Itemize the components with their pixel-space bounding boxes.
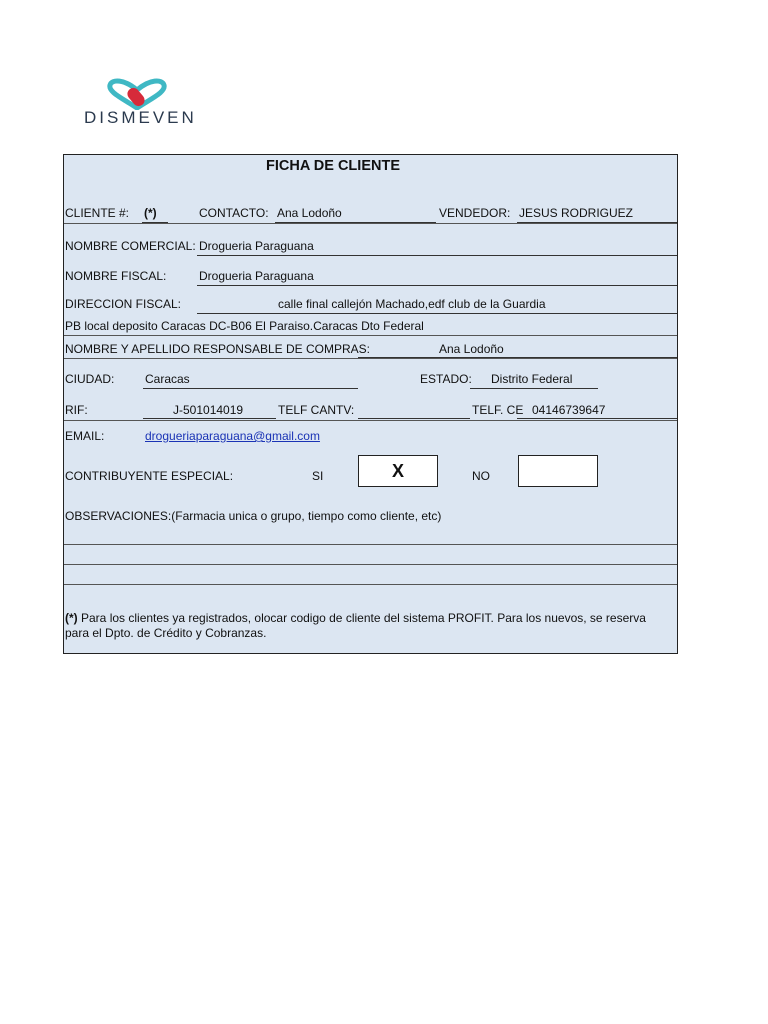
telf-cantv-label: TELF CANTV: xyxy=(278,403,355,417)
rif-field[interactable]: J-501014019 xyxy=(173,403,244,417)
observaciones-line-2 xyxy=(64,564,677,565)
rif-underline xyxy=(143,418,276,419)
si-check-mark: X xyxy=(391,461,404,481)
row-divider xyxy=(64,223,677,224)
dismeven-logo xyxy=(82,78,207,128)
contacto-label: CONTACTO: xyxy=(199,206,269,220)
telf-ce-field[interactable]: 04146739647 xyxy=(532,403,606,417)
si-label: SI xyxy=(312,469,324,483)
direccion-label: DIRECCION FISCAL: xyxy=(65,297,182,311)
logo-text: DISMEVEN xyxy=(84,108,197,127)
footnote-text: Para los clientes ya registrados, olocar codigo de cliente del sistema PROFIT. Para los nuevos, se reserva para el Dpto. de Crédito y Cobranzas. xyxy=(65,611,646,640)
nombre-comercial-field[interactable]: Drogueria Paraguana xyxy=(199,239,314,253)
vendedor-label: VENDEDOR: xyxy=(439,206,511,220)
email-label: EMAIL: xyxy=(65,429,105,443)
estado-field[interactable]: Distrito Federal xyxy=(491,372,573,386)
ciudad-field[interactable]: Caracas xyxy=(145,372,190,386)
row-divider xyxy=(64,335,677,336)
client-form xyxy=(63,154,678,654)
no-checkbox[interactable] xyxy=(518,455,598,487)
telf-ce-label: TELF. CE xyxy=(472,403,524,417)
rif-label: RIF: xyxy=(65,403,88,417)
email-link[interactable]: drogueriaparaguana@gmail.com xyxy=(145,429,320,443)
heart-pill-icon xyxy=(102,78,172,110)
cliente-field[interactable]: (*) xyxy=(144,206,157,220)
contribuyente-label: CONTRIBUYENTE ESPECIAL: xyxy=(65,469,234,483)
nombre-fiscal-field[interactable]: Drogueria Paraguana xyxy=(199,269,314,283)
contacto-field[interactable]: Ana Lodoño xyxy=(277,206,342,220)
no-label: NO xyxy=(472,469,490,483)
ciudad-underline xyxy=(143,388,358,389)
row-divider xyxy=(64,420,677,421)
estado-label: ESTADO: xyxy=(420,372,472,386)
nombre-comercial-label: NOMBRE COMERCIAL: xyxy=(65,239,196,253)
observaciones-label: OBSERVACIONES:(Farmacia unica o grupo, tiempo como cliente, etc) xyxy=(65,509,442,523)
form-title: FICHA DE CLIENTE xyxy=(266,158,400,174)
footnote xyxy=(65,611,671,640)
row-divider xyxy=(64,358,677,359)
estado-underline xyxy=(470,388,598,389)
footnote-mark: (*) xyxy=(65,611,78,625)
direccion-underline xyxy=(197,313,677,314)
telf-ce-underline xyxy=(517,418,677,419)
vendedor-field[interactable]: JESUS RODRIGUEZ xyxy=(519,206,634,220)
direccion-field-line2[interactable]: PB local deposito Caracas DC-B06 El Paraiso.Caracas Dto Federal xyxy=(65,319,424,333)
observaciones-line-1 xyxy=(64,544,677,545)
direccion-field[interactable]: calle final callejón Machado,edf club de la Guardia xyxy=(278,297,546,311)
responsable-field[interactable]: Ana Lodoño xyxy=(439,342,504,356)
si-checkbox[interactable] xyxy=(358,455,438,487)
ciudad-label: CIUDAD: xyxy=(65,372,115,386)
cliente-label: CLIENTE #: xyxy=(65,206,130,220)
telf-cantv-underline xyxy=(358,418,470,419)
nombre-fiscal-label: NOMBRE FISCAL: xyxy=(65,269,167,283)
observaciones-line-3 xyxy=(64,584,677,585)
nombre-comercial-underline xyxy=(197,255,677,256)
responsable-label: NOMBRE Y APELLIDO RESPONSABLE DE COMPRAS: xyxy=(65,342,370,356)
nombre-fiscal-underline xyxy=(197,285,677,286)
